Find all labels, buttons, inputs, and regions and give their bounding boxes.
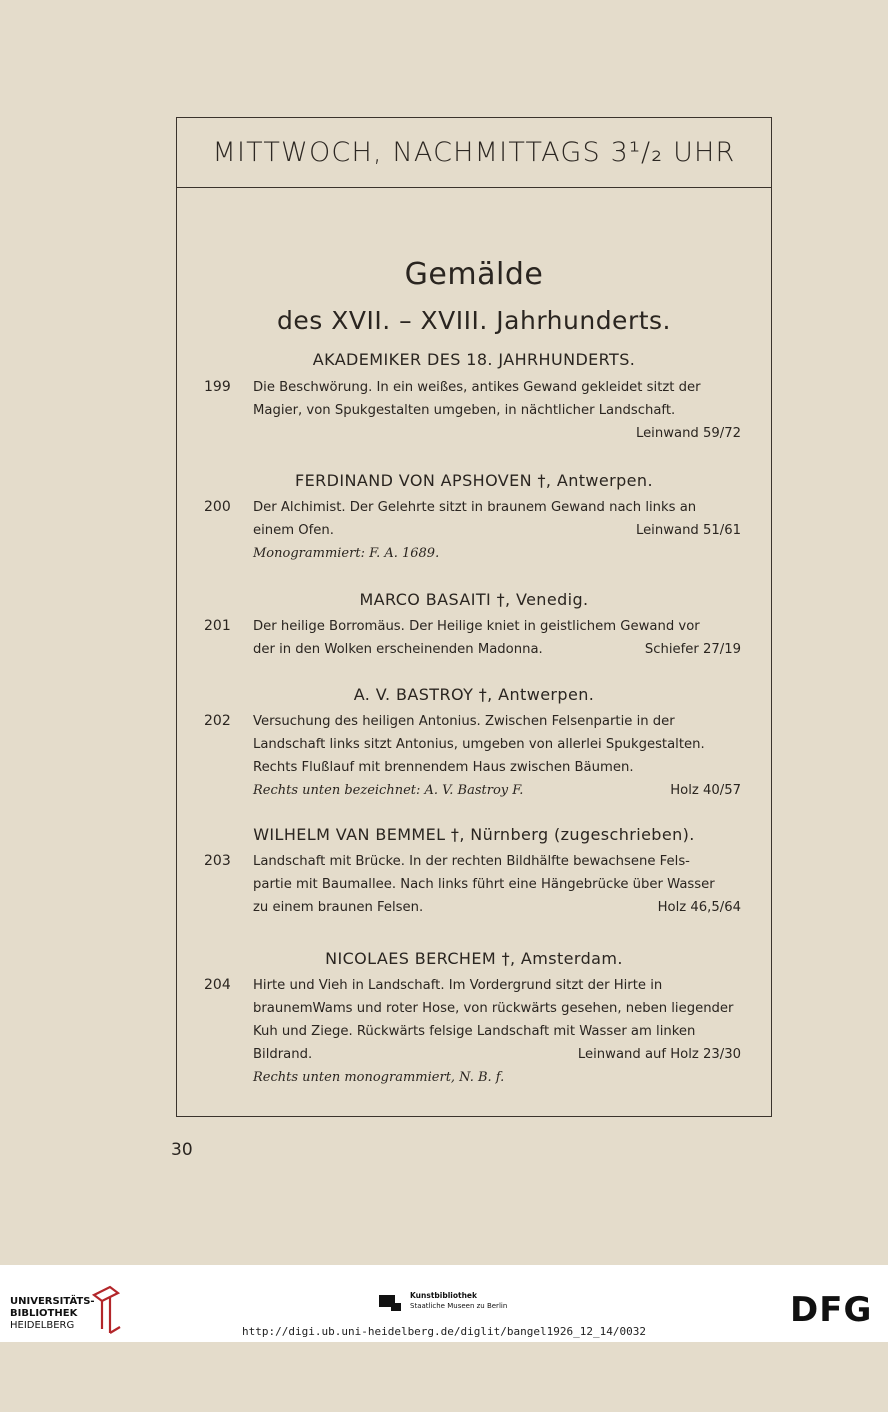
description-line [253, 519, 741, 542]
line-text: Der Alchimist. Der Gelehrte sitzt in braunem Gewand nach links an [253, 500, 697, 515]
line-text: einem Ofen. [253, 523, 334, 538]
kunstbibliothek-wordmark [410, 1291, 507, 1311]
line-text: Versuchung des heiligen Antonius. Zwischen Felsenpartie in der [253, 714, 675, 729]
dfg-logo: DFG [790, 1290, 873, 1330]
uni-line-1: UNIVERSITÄTS- [10, 1296, 95, 1307]
session-header: MITTWOCH, NACHMITTAGS 3¹/₂ UHR [212, 137, 736, 168]
uni-line-2: BIBLIOTHEK [10, 1308, 78, 1319]
kb-line-2: Staatliche Museen zu Berlin [410, 1302, 508, 1310]
lot-description [253, 850, 741, 919]
lot-number: 199 [204, 379, 231, 395]
description-line [253, 896, 741, 919]
description-line [253, 710, 741, 733]
line-text: der in den Wolken erscheinenden Madonna. [253, 642, 543, 657]
line-text: Magier, von Spukgestalten umgeben, in nächtlicher Landschaft. [253, 403, 676, 418]
description-line [253, 399, 741, 422]
lot-description [253, 615, 741, 661]
lot-number: 200 [204, 499, 231, 515]
catalog-title: Gemälde [404, 257, 544, 292]
artist-heading: WILHELM VAN BEMMEL †, Nürnberg (zugeschrieben). [253, 825, 695, 844]
catalog-subtitle: des XVII. – XVIII. Jahrhunderts. [277, 306, 671, 335]
line-text: Rechts unten bezeichnet: A. V. Bastroy F. [253, 783, 524, 798]
line-text: partie mit Baumallee. Nach links führt eine Hängebrücke über Wasser [253, 877, 715, 892]
lot-number: 203 [204, 853, 231, 869]
artist-heading: MARCO BASAITI †, Venedig. [359, 590, 589, 609]
line-text: Rechts Flußlauf mit brennendem Haus zwischen Bäumen. [253, 760, 634, 775]
page-number: 30 [171, 1140, 193, 1160]
lot-description [253, 974, 741, 1089]
header-band [177, 118, 771, 188]
lot-description [253, 376, 741, 445]
uni-line-3: HEIDELBERG [10, 1320, 75, 1331]
line-text: Monogrammiert: F. A. 1689. [253, 546, 440, 561]
description-line [253, 638, 741, 661]
description-line [253, 615, 741, 638]
line-text: Hirte und Vieh in Landschaft. Im Vordergrund sitzt der Hirte in [253, 978, 663, 993]
line-text: zu einem braunen Felsen. [253, 900, 424, 915]
line-text: braunemWams und roter Hose, von rückwärts gesehen, neben liegender [253, 1001, 734, 1016]
medium-dimensions: Holz 46,5/64 [657, 900, 741, 915]
description-line [253, 422, 741, 445]
line-text: Der heilige Borromäus. Der Heilige kniet in geistlichem Gewand vor [253, 619, 700, 634]
line-text: Landschaft links sitzt Antonius, umgeben von allerlei Spukgestalten. [253, 737, 705, 752]
artist-heading: FERDINAND VON APSHOVEN †, Antwerpen. [295, 471, 653, 490]
description-line [253, 873, 741, 896]
artist-heading: NICOLAES BERCHEM †, Amsterdam. [325, 949, 623, 968]
lot-number: 201 [204, 618, 231, 634]
lot-description [253, 496, 741, 565]
description-line [253, 1066, 741, 1089]
description-line [253, 779, 741, 802]
lot-description [253, 710, 741, 802]
lot-number: 202 [204, 713, 231, 729]
description-line [253, 997, 741, 1020]
line-text: Landschaft mit Brücke. In der rechten Bildhälfte bewachsene Fels- [253, 854, 690, 869]
description-line [253, 376, 741, 399]
medium-dimensions: Leinwand 59/72 [635, 426, 741, 441]
description-line [253, 1020, 741, 1043]
kunstbibliothek-logo-icon [379, 1293, 401, 1311]
description-line [253, 1043, 741, 1066]
medium-dimensions: Schiefer 27/19 [644, 642, 741, 657]
source-url[interactable]: http://digi.ub.uni-heidelberg.de/diglit/bangel1926_12_14/0032 [242, 1325, 646, 1338]
medium-dimensions: Leinwand 51/61 [635, 523, 741, 538]
description-line [253, 756, 741, 779]
line-text: Kuh und Ziege. Rückwärts felsige Landschaft mit Wasser am linken [253, 1024, 696, 1039]
kb-line-1: Kunstbibliothek [410, 1291, 478, 1300]
description-line [253, 733, 741, 756]
description-line [253, 496, 741, 519]
medium-dimensions: Leinwand auf Holz 23/30 [577, 1047, 741, 1062]
line-text: Rechts unten monogrammiert, N. B. f. [253, 1070, 505, 1085]
description-line [253, 542, 741, 565]
content-frame [176, 117, 772, 1117]
medium-dimensions: Holz 40/57 [670, 783, 741, 798]
lot-number: 204 [204, 977, 231, 993]
artist-heading: A. V. BASTROY †, Antwerpen. [353, 685, 595, 704]
artist-heading: AKADEMIKER DES 18. JAHRHUNDERTS. [312, 350, 636, 369]
line-text: Die Beschwörung. In ein weißes, antikes Gewand gekleidet sitzt der [253, 380, 701, 395]
description-line [253, 974, 741, 997]
line-text: Bildrand. [253, 1047, 313, 1062]
description-line [253, 850, 741, 873]
